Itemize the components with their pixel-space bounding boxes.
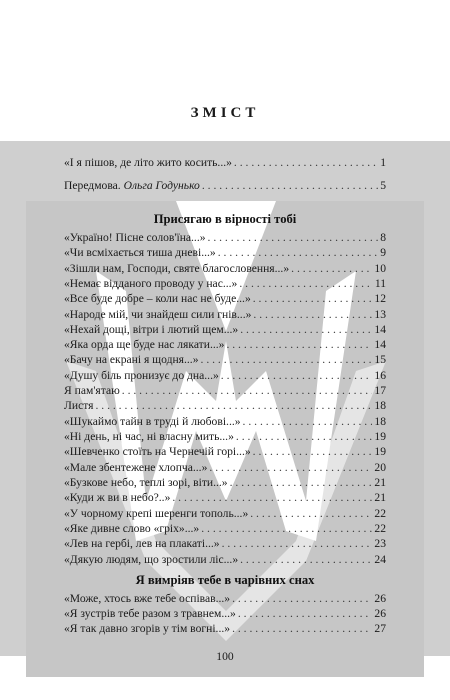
entry-title: «Куди ж ви в небо?..» bbox=[64, 491, 171, 504]
leader-dots bbox=[208, 231, 379, 245]
leader-dots bbox=[238, 607, 373, 621]
entry-title: «Яке дивне слово «гріх»...» bbox=[64, 522, 200, 535]
leader-dots bbox=[172, 491, 372, 505]
page-number: 100 bbox=[216, 650, 234, 663]
leader-dots bbox=[243, 415, 373, 429]
entry-page: 9 bbox=[380, 246, 386, 259]
entry-title: «Народе мій, чи знайдеш сили гнів...» bbox=[64, 308, 252, 321]
entry-label: Передмова. bbox=[64, 179, 121, 192]
toc-entry[interactable] bbox=[64, 607, 386, 621]
toc-entry[interactable] bbox=[64, 461, 386, 475]
entry-title: «Я зустрів тебе разом з травнем...» bbox=[64, 607, 236, 620]
leader-dots bbox=[240, 553, 372, 567]
entry-page: 22 bbox=[374, 507, 386, 520]
entry-page: 16 bbox=[374, 369, 386, 382]
toc-entry[interactable] bbox=[64, 262, 386, 276]
entry-title: «Чи всміхається тиша дневі...» bbox=[64, 246, 216, 259]
leader-dots bbox=[291, 262, 372, 276]
toc-entry[interactable] bbox=[64, 445, 386, 459]
leader-dots bbox=[221, 369, 373, 383]
page-title: ЗМІСТ bbox=[190, 105, 260, 121]
entry-title: «Все буде добре – коли нас не буде...» bbox=[64, 292, 251, 305]
entry-page: 18 bbox=[374, 415, 386, 428]
leader-dots bbox=[253, 308, 372, 322]
entry-title: «Україно! Пісне солов'їна...» bbox=[64, 231, 206, 244]
entry-page: 12 bbox=[374, 292, 386, 305]
toc-entry[interactable] bbox=[64, 353, 386, 367]
toc-entry[interactable] bbox=[64, 522, 386, 536]
entry-page: 14 bbox=[374, 323, 386, 336]
leader-dots bbox=[239, 277, 372, 291]
entry-page: 15 bbox=[374, 353, 386, 366]
entry-title: «Зішли нам, Господи, святе благословення...» bbox=[64, 262, 290, 275]
toc-entry[interactable] bbox=[64, 369, 386, 383]
entry-title: «Дякую людям, що зростили ліс...» bbox=[64, 553, 239, 566]
entry-page: 27 bbox=[374, 622, 386, 635]
entry-title: «Бузкове небо, теплі зорі, віти...» bbox=[64, 476, 228, 489]
entry-page: 18 bbox=[374, 399, 386, 412]
entry-page: 19 bbox=[374, 445, 386, 458]
entry-title: Я пам'ятаю bbox=[64, 384, 120, 397]
entry-title: «Може, хтось вже тебе оспівав...» bbox=[64, 592, 231, 605]
entry-author: Ольга Годунько bbox=[123, 179, 200, 192]
toc-entry[interactable] bbox=[64, 384, 386, 398]
section-heading: Я вимріяв тебе в чарівних снах bbox=[135, 573, 315, 587]
entry-page: 26 bbox=[374, 607, 386, 620]
leader-dots bbox=[236, 430, 373, 444]
entry-page: 26 bbox=[374, 592, 386, 605]
leader-dots bbox=[218, 246, 378, 260]
leader-dots bbox=[253, 445, 373, 459]
leader-dots bbox=[122, 384, 373, 398]
entry-title: «Мале збентежене хлопча...» bbox=[64, 461, 208, 474]
section-heading: Присягаю в вірності тобі bbox=[153, 212, 297, 226]
leader-dots bbox=[230, 476, 373, 490]
entry-title: Листя bbox=[64, 399, 94, 412]
intro-entry[interactable] bbox=[64, 156, 386, 170]
entry-page: 10 bbox=[374, 262, 386, 275]
entry-title: «Нехай дощі, вітри і лютий щем...» bbox=[64, 323, 239, 336]
toc-entry[interactable] bbox=[64, 415, 386, 429]
leader-dots bbox=[250, 507, 372, 521]
intro-entry[interactable] bbox=[64, 179, 386, 193]
entry-title: «Бачу на екрані я щодня...» bbox=[64, 353, 199, 366]
entry-page: 19 bbox=[374, 430, 386, 443]
entry-page: 8 bbox=[380, 231, 386, 244]
entry-page: 11 bbox=[374, 277, 386, 290]
toc-entry[interactable] bbox=[64, 622, 386, 636]
toc-entry[interactable] bbox=[64, 323, 386, 337]
toc-entry[interactable] bbox=[64, 292, 386, 306]
entry-title bbox=[64, 179, 200, 193]
toc-entry[interactable] bbox=[64, 308, 386, 322]
entry-page: 14 bbox=[374, 338, 386, 351]
toc-entry[interactable] bbox=[64, 491, 386, 505]
toc-entry[interactable] bbox=[64, 277, 386, 291]
entry-page: 24 bbox=[374, 553, 386, 566]
entry-title: «Я так давно згорів у тім вогні...» bbox=[64, 622, 231, 635]
entry-title: «У чорному крепі шеренги тополь...» bbox=[64, 507, 249, 520]
leader-dots bbox=[201, 522, 372, 536]
toc-entry[interactable] bbox=[64, 476, 386, 490]
entry-title: «Немає відданого проводу у нас...» bbox=[64, 277, 238, 290]
toc-entry[interactable] bbox=[64, 338, 386, 352]
entry-title: «Ні день, ні час, ні власну мить...» bbox=[64, 430, 234, 443]
toc-entry[interactable] bbox=[64, 507, 386, 521]
entry-title: «Шукаймо тайн в труді й любові...» bbox=[64, 415, 241, 428]
leader-dots bbox=[253, 292, 373, 306]
leader-dots bbox=[240, 323, 372, 337]
leader-dots bbox=[232, 622, 372, 636]
entry-page: 5 bbox=[380, 179, 386, 192]
toc-entry[interactable] bbox=[64, 537, 386, 551]
toc-entry[interactable] bbox=[64, 231, 386, 245]
toc-entry[interactable] bbox=[64, 553, 386, 567]
entry-page: 1 bbox=[380, 156, 386, 169]
toc-entry[interactable] bbox=[64, 399, 386, 413]
entry-page: 22 bbox=[374, 522, 386, 535]
entry-title: «Лев на гербі, лев на плакаті...» bbox=[64, 537, 220, 550]
toc-entry[interactable] bbox=[64, 592, 386, 606]
leader-dots bbox=[222, 537, 373, 551]
entry-page: 21 bbox=[374, 476, 386, 489]
entry-page: 21 bbox=[374, 491, 386, 504]
entry-title: «І я пішов, де літо жито косить...» bbox=[64, 156, 232, 169]
entry-page: 23 bbox=[374, 537, 386, 550]
entry-title: «Яка орда ще буде нас лякати...» bbox=[64, 338, 225, 351]
entry-page: 20 bbox=[374, 461, 386, 474]
leader-dots bbox=[209, 461, 372, 475]
toc-entry[interactable] bbox=[64, 246, 386, 260]
leader-dots bbox=[95, 399, 372, 413]
entry-page: 17 bbox=[374, 384, 386, 397]
toc-entry[interactable] bbox=[64, 430, 386, 444]
entry-title: «Шевченко стоїть на Чернечій горі...» bbox=[64, 445, 251, 458]
leader-dots bbox=[232, 592, 372, 606]
entry-title: «Душу біль пронизує до дна...» bbox=[64, 369, 219, 382]
leader-dots bbox=[226, 338, 372, 352]
leader-dots bbox=[234, 156, 378, 170]
leader-dots bbox=[201, 353, 373, 367]
entry-page: 13 bbox=[374, 308, 386, 321]
leader-dots bbox=[202, 179, 378, 193]
